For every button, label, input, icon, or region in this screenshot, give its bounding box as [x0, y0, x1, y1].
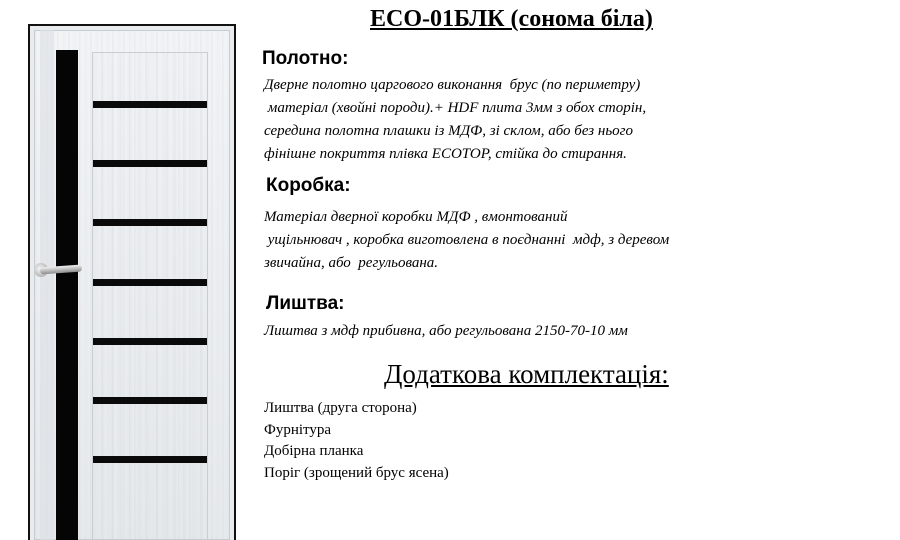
glass-bar	[93, 338, 207, 345]
list-item: Лиштва (друга сторона)	[264, 400, 417, 416]
list-item: Добірна планка	[264, 443, 364, 459]
text-line: ущільнювач , коробка виготовлена в поєднанні мдф, з деревом	[264, 232, 670, 248]
glass-bar	[93, 456, 207, 463]
glass-bar	[93, 101, 207, 108]
glass-bar	[93, 219, 207, 226]
list-item: Фурнітура	[264, 421, 332, 438]
section-text-leaf	[264, 74, 646, 166]
extras-title: Додаткова комплектація:	[384, 359, 669, 389]
section-heading-leaf: Полотно:	[262, 48, 349, 69]
text-line: Лиштва з мдф прибивна, або регульована 2150-70-10 мм	[264, 323, 628, 339]
text-line: Матеріал дверної коробки МДФ , вмонтований	[264, 209, 568, 225]
door-stile	[40, 30, 54, 540]
glass-bar	[93, 160, 207, 167]
text-line: звичайна, або регульована.	[264, 255, 439, 271]
extras-list	[264, 398, 449, 484]
glass-bar	[93, 279, 207, 286]
vertical-glass-insert	[56, 50, 78, 540]
door-illustration	[0, 0, 250, 540]
section-heading-trim: Лиштва:	[266, 293, 345, 314]
list-item: Поріг (зрощений брус ясена)	[264, 464, 449, 481]
product-title: ECO-01БЛК (сонома біла)	[370, 6, 653, 32]
text-line: середина полотна плашки із МДФ, зі склом, або без нього	[264, 123, 634, 139]
door-panel	[92, 52, 208, 540]
section-text-frame	[264, 206, 669, 275]
glass-bar	[93, 397, 207, 404]
text-line: фінішне покриття плівка ECOTOP, стійка до стирання.	[264, 146, 627, 162]
text-line: Дверне полотно царгового виконання брус (по периметру)	[264, 77, 641, 93]
section-text-trim	[264, 320, 628, 343]
text-line: матеріал (хвойні породи).+ HDF плита 3мм з обох сторін,	[264, 100, 647, 116]
section-heading-frame: Коробка:	[266, 175, 351, 196]
